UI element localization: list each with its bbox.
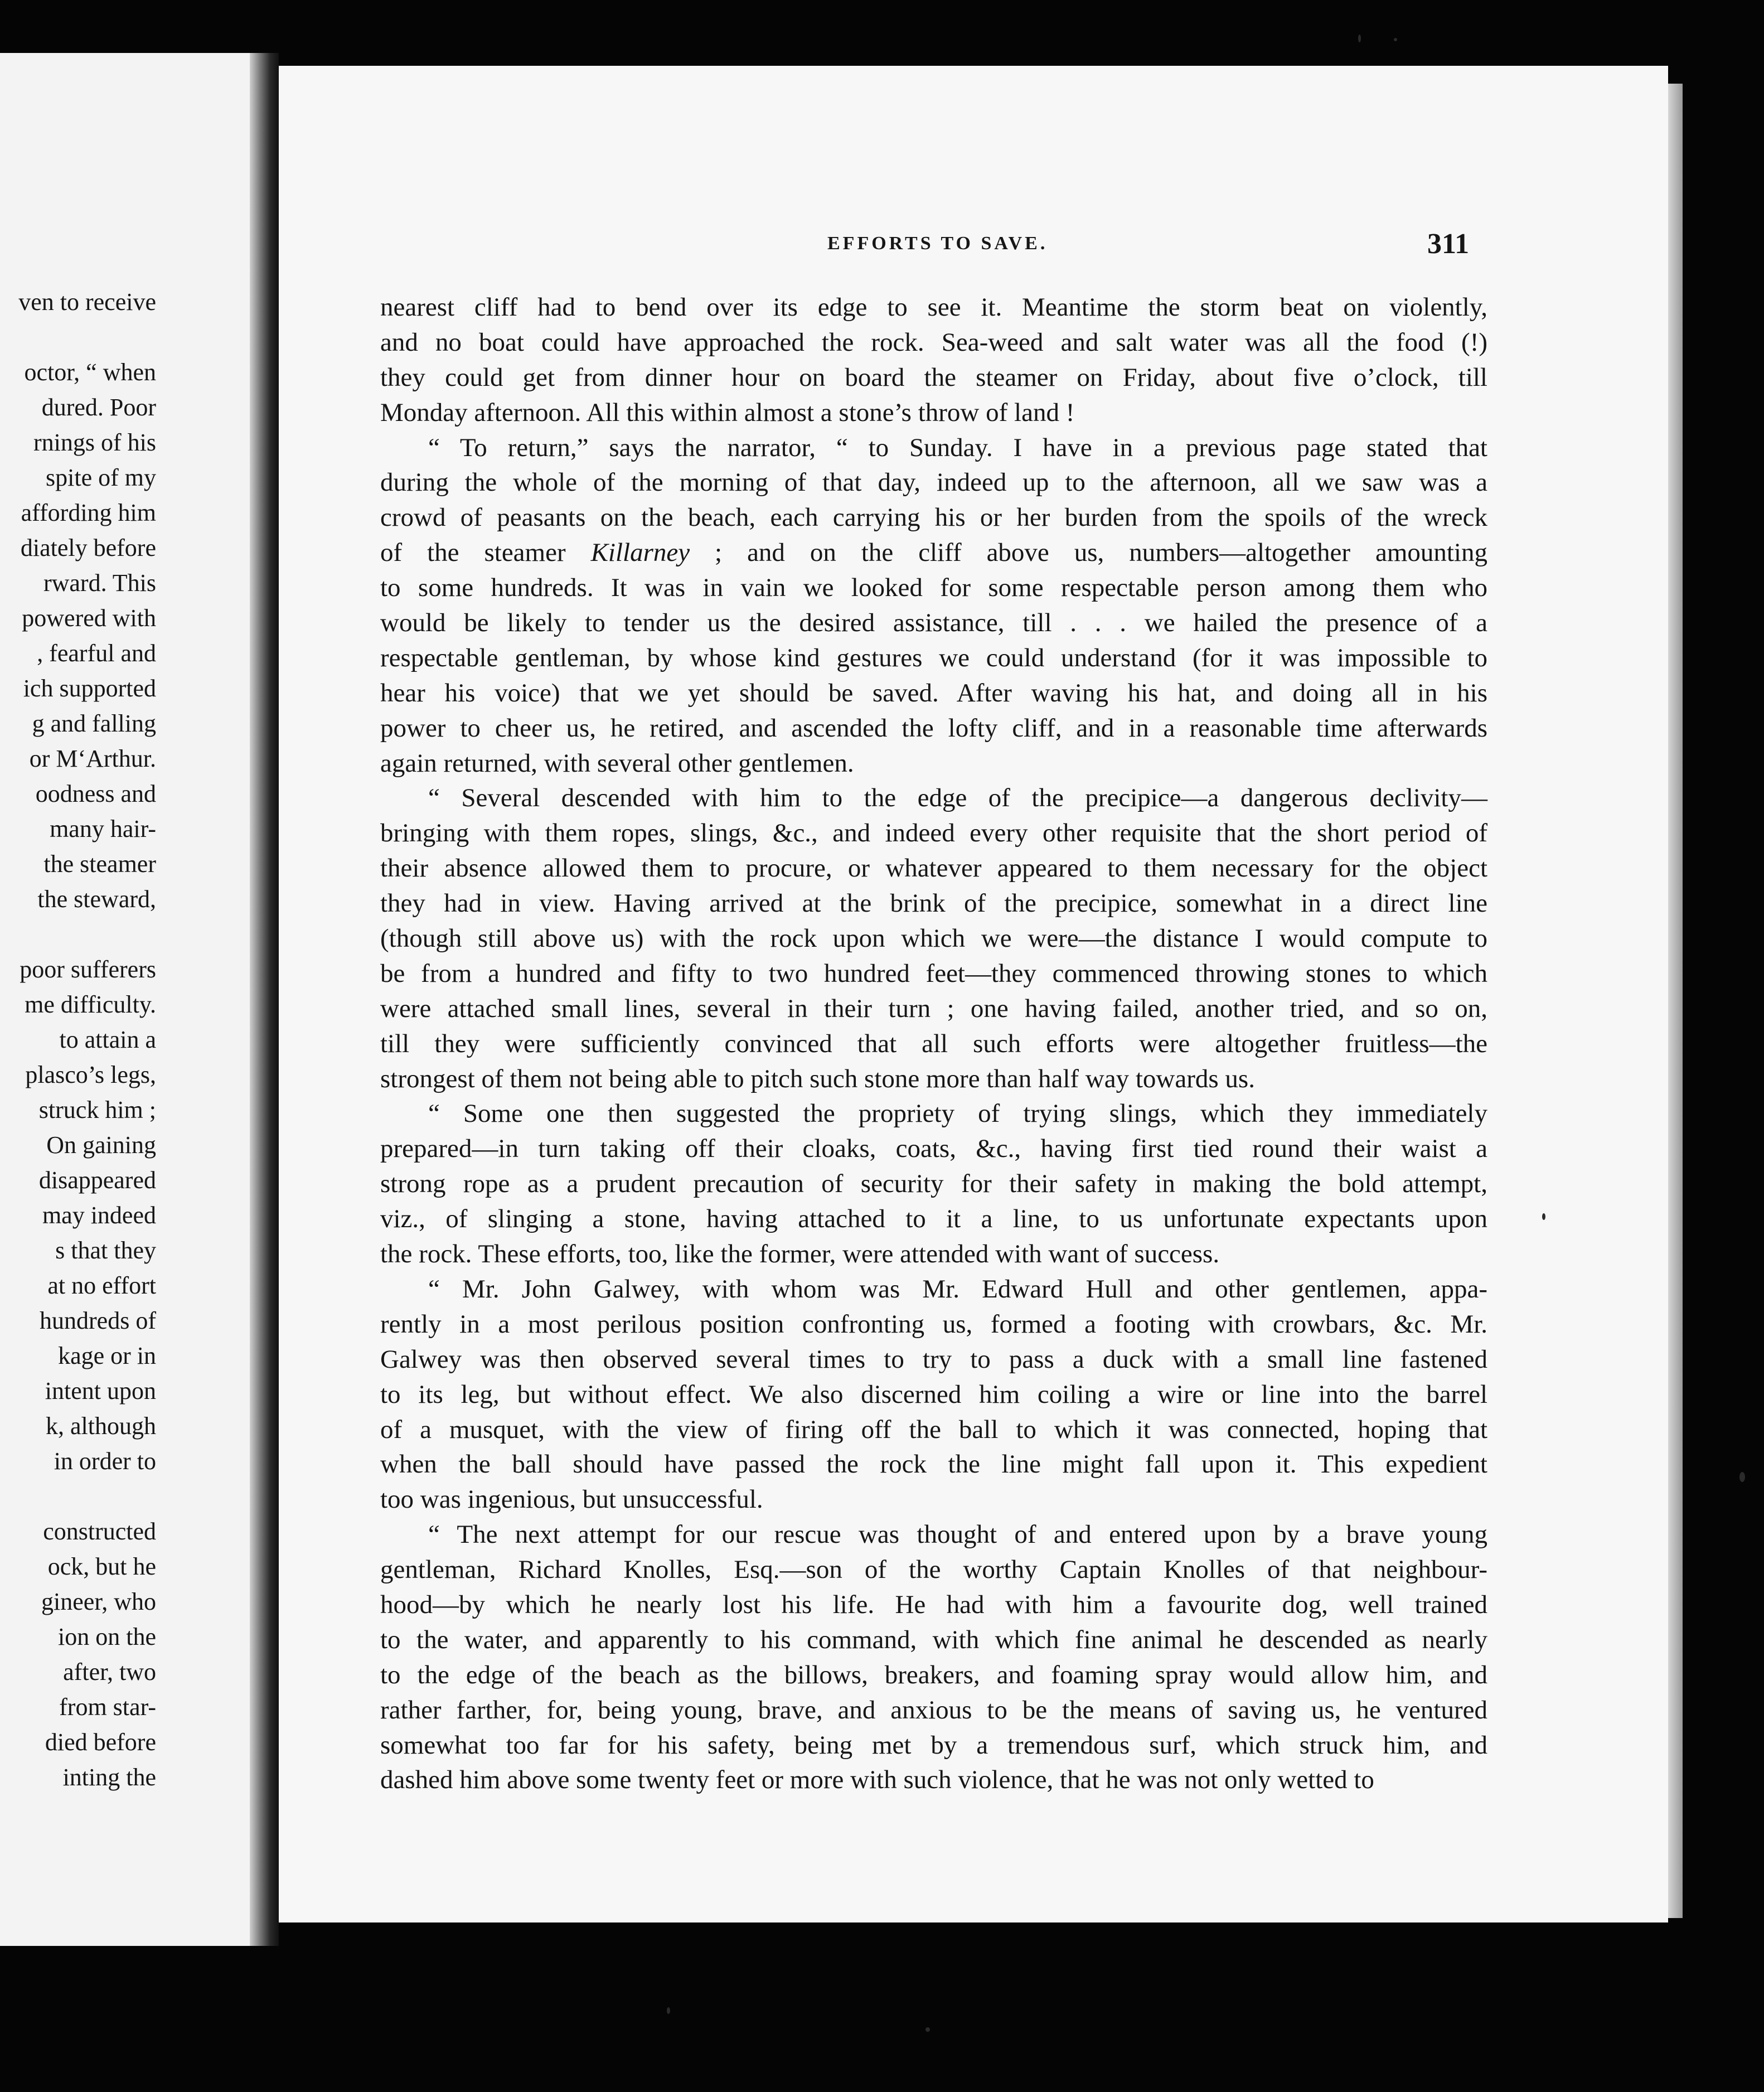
scan-speck	[1358, 35, 1361, 42]
text-line: bringing with them ropes, slings, &c., and indeed every other requisite that the short period of	[380, 819, 1487, 848]
fragment-line: ich supported	[23, 675, 156, 702]
fragment-line: On gaining	[46, 1131, 156, 1159]
text-line: would be likely to tender us the desired assistance, till . . . we hailed the presence of a	[380, 608, 1487, 638]
text-line: “ Several descended with him to the edge of the precipice—a dangerous declivity—	[428, 783, 1487, 813]
fragment-line: plasco’s legs,	[25, 1061, 156, 1088]
paragraph	[380, 290, 1487, 430]
text-line: to the water, and apparently to his command, with which fine animal he descended as nearly	[380, 1625, 1487, 1654]
fragment-line: powered with	[22, 604, 156, 632]
paragraph	[380, 1096, 1487, 1271]
text-line: they could get from dinner hour on board the steamer on Friday, about five o’clock, till	[380, 362, 1487, 392]
fragment-line: many hair-	[50, 815, 156, 842]
text-line: be from a hundred and fifty to two hundred feet—they commenced throwing stones to which	[380, 958, 1487, 988]
text-line: “ The next attempt for our rescue was thought of and entered upon by a brave young	[428, 1520, 1487, 1549]
fragment-line: gineer, who	[41, 1588, 156, 1615]
text-line: to the edge of the beach as the billows, breakers, and foaming spray would allow him, and	[380, 1660, 1487, 1689]
fragment-line: diately before	[20, 534, 156, 561]
fragment-line: rnings of his	[33, 429, 156, 456]
fragment-line: may indeed	[42, 1202, 156, 1229]
fragment-line: , fearful and	[37, 640, 156, 667]
previous-page-fragment	[0, 53, 250, 1946]
text-line: dashed him above some twenty feet or more with such violence, that he was not only wetted to	[380, 1765, 1374, 1795]
fragment-line: me difficulty.	[25, 991, 156, 1018]
running-head: EFFORTS TO SAVE.	[827, 233, 1048, 254]
text-line: Galwey was then observed several times to try to pass a duck with a small line fastened	[380, 1344, 1487, 1374]
paragraph	[380, 1517, 1487, 1798]
scan-speck	[1394, 38, 1397, 41]
text-line: during the whole of the morning of that day, indeed up to the afternoon, all we saw was a	[380, 468, 1487, 497]
fragment-line: at no effort	[47, 1272, 156, 1299]
paragraph	[380, 430, 1487, 781]
fragment-line: died before	[45, 1728, 156, 1756]
fragment-line: the steward,	[37, 885, 156, 913]
text-line: to its leg, but without effect. We also discerned him coiling a wire or line into the barrel	[380, 1379, 1487, 1409]
scan-speck	[925, 2027, 930, 2032]
text-line: somewhat too far for his safety, being met by a tremendous surf, which struck him, and	[380, 1730, 1487, 1760]
text-line: viz., of slinging a stone, having attached to it a line, to us unfortunate expectants upon	[380, 1204, 1487, 1234]
fragment-line: dured. Poor	[41, 394, 156, 421]
fragment-line: ven to receive	[18, 288, 156, 316]
book-gutter	[250, 53, 279, 1946]
fragment-line: struck him ;	[38, 1096, 156, 1124]
paragraph	[380, 781, 1487, 1096]
fragment-line: hundreds of	[40, 1307, 156, 1334]
ship-name: Killarney	[590, 538, 690, 568]
text-line: power to cheer us, he retired, and ascended the lofty cliff, and in a reasonable time afterwards	[380, 713, 1487, 743]
fragment-line: or M‘Arthur.	[29, 745, 156, 772]
text-line: “ Some one then suggested the propriety of trying slings, which they immediately	[428, 1099, 1487, 1129]
text-line: when the ball should have passed the rock the line might fall upon it. This expedient	[380, 1450, 1487, 1479]
text-line: till they were sufficiently convinced that all such efforts were altogether fruitless—the	[380, 1029, 1487, 1058]
text-line: respectable gentleman, by whose kind gestures we could understand (for it was impossible to	[380, 643, 1487, 672]
fragment-line: ion on the	[58, 1623, 156, 1650]
fragment-line: kage or in	[58, 1342, 156, 1369]
paragraph	[380, 1272, 1487, 1517]
text-line: of a musquet, with the view of firing off the ball to which it was connected, hoping that	[380, 1415, 1487, 1444]
fragment-line: to attain a	[59, 1026, 156, 1053]
text-line: nearest cliff had to bend over its edge to see it. Meantime the storm beat on violently,	[380, 293, 1487, 322]
text-line: were attached small lines, several in their turn ; one having failed, another tried, and so on,	[380, 994, 1487, 1023]
text-line: they had in view. Having arrived at the brink of the precipice, somewhat in a direct line	[380, 889, 1487, 918]
text-line: gentleman, Richard Knolles, Esq.—son of the worthy Captain Knolles of that neighbour-	[380, 1555, 1487, 1585]
text-line: prepared—in turn taking off their cloaks, coats, &c., having first tied round their waist a	[380, 1134, 1487, 1164]
fragment-line: in order to	[54, 1447, 156, 1475]
fragment-line: disappeared	[38, 1166, 156, 1194]
fragment-line: k, although	[46, 1412, 156, 1440]
text-line: too was ingenious, but unsuccessful.	[380, 1485, 763, 1514]
scan-speck	[1739, 1472, 1745, 1482]
text-line: strongest of them not being able to pitch such stone more than half way towards us.	[380, 1064, 1255, 1093]
fragment-line: intent upon	[45, 1377, 156, 1405]
fragment-line: s that they	[55, 1237, 156, 1264]
fragment-line: constructed	[43, 1518, 156, 1545]
fragment-line: octor, “ when	[24, 359, 156, 386]
text-line: crowd of peasants on the beach, each carrying his or her burden from the spoils of the wreck	[380, 503, 1487, 532]
text-line: strong rope as a prudent precaution of security for their safety in making the bold attempt,	[380, 1169, 1487, 1199]
fragment-line: oodness and	[35, 780, 156, 807]
fragment-line: from star-	[59, 1693, 156, 1721]
text-line: the rock. These efforts, too, like the former, were attended with want of success.	[380, 1239, 1220, 1269]
fragment-line: spite of my	[46, 464, 156, 491]
text-line: again returned, with several other gentlemen.	[380, 748, 854, 778]
text-line: rather farther, for, being young, brave, and anxious to be the means of saving us, he ventured	[380, 1695, 1487, 1725]
text-line: to some hundreds. It was in vain we looked for some respectable person among them who	[380, 573, 1487, 603]
text-line: rently in a most perilous position confronting us, formed a footing with crowbars, &c. Mr.	[380, 1309, 1487, 1339]
text-line: “ To return,” says the narrator, “ to Sunday. I have in a previous page stated that	[428, 433, 1487, 462]
page-number: 311	[1427, 228, 1470, 260]
fragment-line: after, two	[63, 1658, 156, 1686]
text-line: and no boat could have approached the rock. Sea-weed and salt water was all the food (!)	[380, 327, 1487, 357]
fragment-line: g and falling	[32, 710, 156, 737]
text-line: (though still above us) with the rock upon which we were—the distance I would compute to	[380, 924, 1487, 953]
fragment-line: poor sufferers	[20, 956, 156, 983]
text-line: of the steamer Killarney ; and on the cliff above us, numbers—altogether amounting	[380, 538, 1487, 568]
text-line: hood—by which he nearly lost his life. He had with him a favourite dog, well trained	[380, 1590, 1487, 1619]
text-line: hear his voice) that we yet should be saved. After waving his hat, and doing all in his	[380, 678, 1487, 708]
fragment-line: affording him	[21, 499, 156, 526]
fragment-line: ock, but he	[47, 1553, 156, 1580]
fragment-line: inting the	[62, 1764, 156, 1791]
scan-speck	[667, 2007, 670, 2014]
page-edge	[1668, 84, 1683, 1918]
text-line: their absence allowed them to procure, or whatever appeared to them necessary for the object	[380, 854, 1487, 883]
text-line: “ Mr. John Galwey, with whom was Mr. Edward Hull and other gentlemen, appa-	[428, 1274, 1487, 1304]
scan-speck	[1542, 1213, 1545, 1220]
text-line: Monday afternoon. All this within almost a stone’s throw of land !	[380, 398, 1075, 427]
body-text	[380, 290, 1487, 1798]
fragment-line: the steamer	[43, 850, 156, 878]
fragment-line: rward. This	[43, 569, 156, 597]
